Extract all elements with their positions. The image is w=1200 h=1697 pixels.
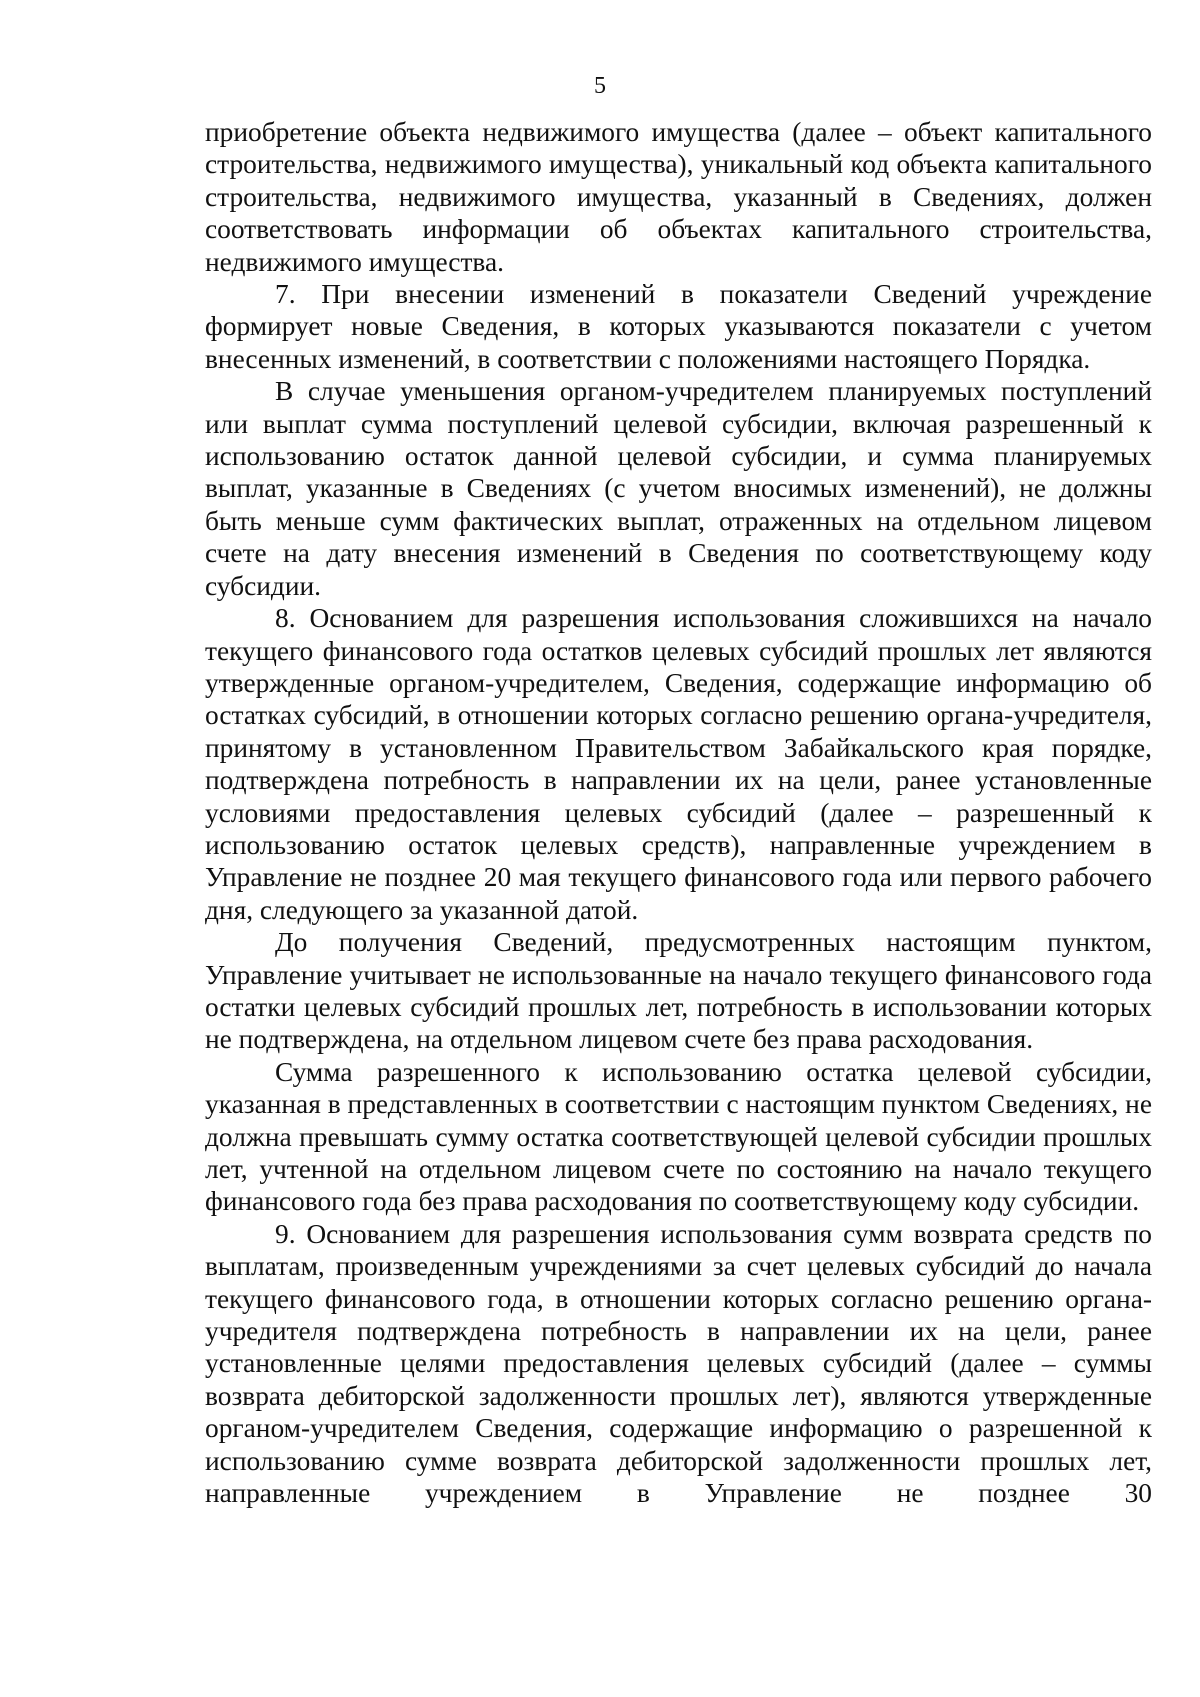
document-body (205, 116, 1152, 1509)
paragraph-permitted-balance-sum: Сумма разрешенного к использованию остатка целевой субсидии, указанная в представленных в соответствии с настоящим пунктом Сведениях, не должна превышать сумму остатка соответствующей целевой субсидии прошлых лет, учтенной на отдельном лицевом счете по состоянию на начало текущего финансового года без права расходования по соответствующему коду субсидии. (205, 1056, 1152, 1217)
page-number: 5 (594, 73, 606, 99)
paragraph-item-8: 8. Основанием для разрешения использования сложившихся на начало текущего финансового года остатков целевых субсидий прошлых лет являются утвержденные органом-учредителем, Сведения, содержащие информацию об остатках субсидий, в отношении которых согласно решению органа-учредителя, принятому в установленном Правительством Забайкальского края порядке, подтверждена потребность в направлении их на цели, ранее установленные условиями предоставления целевых субсидий (далее – разрешенный к использованию остаток целевых средств), направленные учреждением в Управление не позднее 20 мая текущего финансового года или первого рабочего дня, следующего за указанной датой. (205, 603, 1152, 925)
paragraph-item-7: 7. При внесении изменений в показатели Сведений учреждение формирует новые Сведения, в которых указываются показатели с учетом внесенных изменений, в соответствии с положениями настоящего Порядка. (205, 279, 1152, 374)
paragraph-continuation: приобретение объекта недвижимого имущества (далее – объект капитального строительства, недвижимого имущества), уникальный код объекта капитального строительства, недвижимого имущества, указанный в Сведениях, должен соответствовать информации об объектах капитального строительства, недвижимого имущества. (205, 117, 1152, 277)
paragraph-before-receipt: До получения Сведений, предусмотренных настоящим пунктом, Управление учитывает не использованные на начало текущего финансового года остатки целевых субсидий прошлых лет, потребность в использовании которых не подтверждена, на отдельном лицевом счете без права расходования. (205, 927, 1152, 1055)
paragraph-item-9: 9. Основанием для разрешения использования сумм возврата средств по выплатам, произведенным учреждениями за счет целевых субсидий до начала текущего финансового года, в отношении которых согласно решению органа-учредителя подтверждена потребность в направлении их на цели, ранее установленные целями предоставления целевых субсидий (далее – суммы возврата дебиторской задолженности прошлых лет), являются утвержденные органом-учредителем Сведения, содержащие информацию о разрешенной к использованию сумме возврата дебиторской задолженности прошлых лет, направленные учреждением в Управление не позднее 30 (205, 1218, 1152, 1509)
paragraph-reduction-case: В случае уменьшения органом-учредителем планируемых поступлений или выплат сумма поступлений целевой субсидии, включая разрешенный к использованию остаток данной целевой субсидии, и сумма планируемых выплат, указанные в Сведениях (с учетом вносимых изменений), не должны быть меньше сумм фактических выплат, отраженных на отдельном лицевом счете на дату внесения изменений в Сведения по соответствующему коду субсидии. (205, 376, 1152, 601)
